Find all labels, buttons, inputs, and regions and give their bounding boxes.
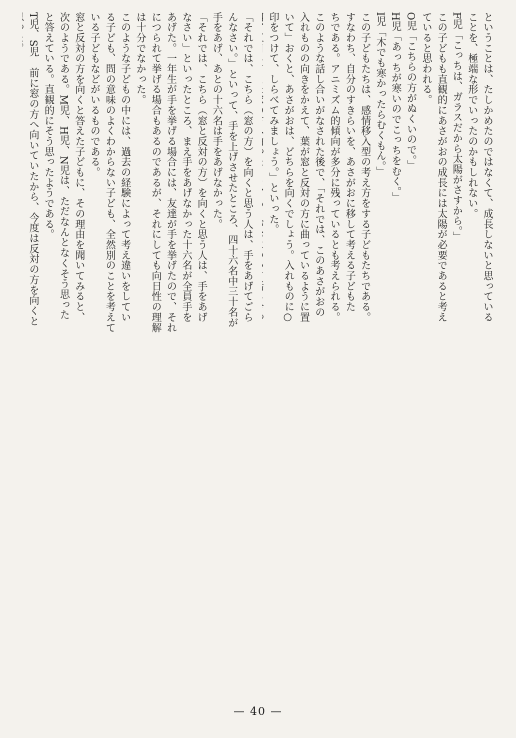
text-line: は十分でなかった。 <box>133 12 145 106</box>
text-line: 窓と反対の方を向くと答えた子どもに、その理由を聞いてみると、 <box>72 12 84 323</box>
text-line: すなわち、自分のすきらいを、あさがおに移して考える子どもた <box>343 12 355 313</box>
text-line: ていると思われる。 <box>419 12 431 106</box>
text-line: この子どもも直観的にあさがおの成長には太陽が必要であると考え <box>435 12 447 323</box>
text-line: このような話し合いがなされた後で、「それでは、このあさがおの <box>312 12 324 318</box>
text-line: と答えている。直観的にそう思ったようである。 <box>42 12 54 240</box>
text-line: ということは、たしかめたのではなくて、成長しないと思っている <box>481 12 492 323</box>
text-line: この子どもたちは、感情移入型の考え方をする子どもたちである。 <box>358 12 370 323</box>
text-line: あげた。一年生が手を挙げる場合には、友達が手を挙げたので、それ <box>164 12 176 333</box>
text-line: につられて挙げる場合もあるのであるが、それにしても向日性の理解 <box>149 12 161 333</box>
text-line: る子ども、問の意味のよくわからない子ども、全然別のことを考えて <box>103 12 115 333</box>
text-line: 手をあげ、あとの十六名は手をあげなかった。 <box>210 12 222 230</box>
text-line: なさい」といったところ、まえ手をあげなかった十六名が全員手を <box>179 12 191 323</box>
text-line: このような子どもの中には、過去の経験によって考え違いをしてい <box>118 12 130 323</box>
text-line: んなさい。」といって、手を上げさせたところ、四十六名中三十名が <box>225 12 237 328</box>
text-line: F児「こっちは、ガラスだから太陽がさすから。」 <box>450 12 462 242</box>
text-line: 「それでは、こちら（窓の方）を向くと思う人は、手をあげてごら <box>241 12 252 323</box>
right-text-column <box>262 12 494 680</box>
text-line: ちである。アニミズム的傾向が多分に残っているとも考えられる。 <box>328 12 340 323</box>
page-number: — 40 — <box>233 705 283 718</box>
text-line: 「それでは、こちら（窓と反対の方）を向くと思う人は、手をあげ <box>195 12 207 323</box>
left-text-column <box>22 12 254 680</box>
text-line: 印をつけて、しらべてみましょう。」といった。 <box>266 12 278 235</box>
text-line <box>262 12 265 680</box>
text-line: いる子どもなどがいるものである。 <box>88 12 100 178</box>
text-line: いて」おくと、あさがおは、どちらを向くでしょう。入れものに○ <box>282 12 294 324</box>
text-line: 次のようである。M児、H児、N児は、ただなんとなくそう思った <box>57 12 69 321</box>
text-line: I児「木でも寒かったらむくもん。」 <box>373 12 385 177</box>
text-line: H児「あっちが寒いのでこっちをむく。」 <box>389 12 401 203</box>
text-line: 入れものの向きをかえて、葉が窓と反対の方に曲っているように置 <box>297 12 309 323</box>
text-line: O児「こちらの方がぬくいので。」 <box>404 12 416 171</box>
text-line: T児、S児 前に窓の方へ向いていたから、今度は反対の方を向くと <box>26 12 38 327</box>
text-line: ことを、極端な形でいったのかもしれない。 <box>465 12 477 219</box>
